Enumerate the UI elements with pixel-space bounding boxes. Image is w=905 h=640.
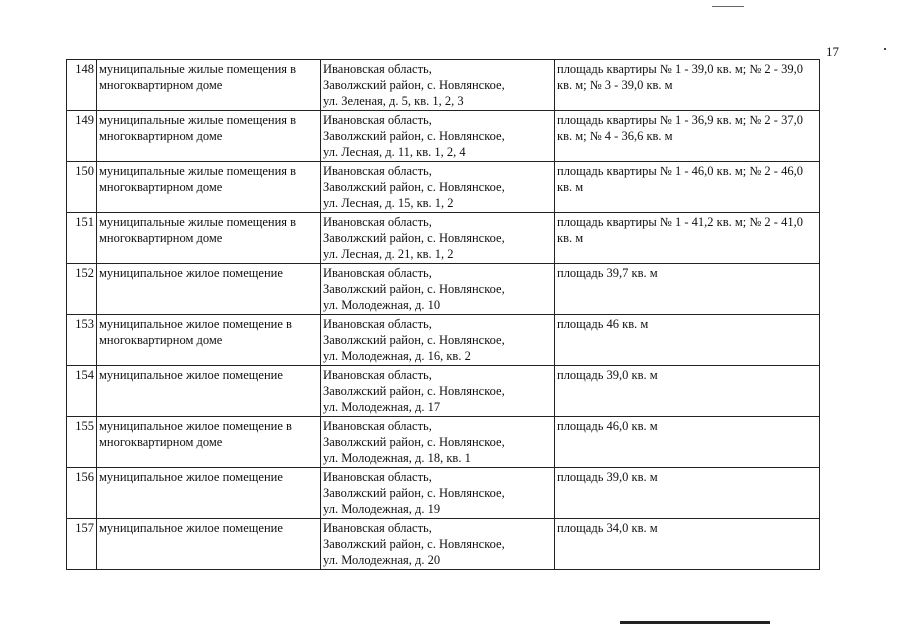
property-area: площадь квартиры № 1 - 39,0 кв. м; № 2 - 39,0 кв. м; № 3 - 39,0 кв. м bbox=[555, 60, 820, 111]
property-address: Ивановская область, Заволжский район, с. Новлянское, ул. Лесная, д. 11, кв. 1, 2, 4 bbox=[321, 111, 555, 162]
property-area: площадь 39,0 кв. м bbox=[555, 366, 820, 417]
property-address: Ивановская область, Заволжский район, с. Новлянское, ул. Молодежная, д. 17 bbox=[321, 366, 555, 417]
scan-mark-top bbox=[712, 6, 744, 7]
property-address: Ивановская область, Заволжский район, с. Новлянское, ул. Молодежная, д. 18, кв. 1 bbox=[321, 417, 555, 468]
table-row bbox=[67, 111, 820, 162]
row-number: 154 bbox=[67, 366, 97, 417]
property-name: муниципальные жилые помещения в многоквартирном доме bbox=[97, 60, 321, 111]
row-number: 156 bbox=[67, 468, 97, 519]
property-address: Ивановская область, Заволжский район, с. Новлянское, ул. Молодежная, д. 19 bbox=[321, 468, 555, 519]
property-area: площадь 39,0 кв. м bbox=[555, 468, 820, 519]
property-address: Ивановская область, Заволжский район, с. Новлянское, ул. Лесная, д. 21, кв. 1, 2 bbox=[321, 213, 555, 264]
row-number: 149 bbox=[67, 111, 97, 162]
scan-mark-edge bbox=[884, 48, 886, 50]
property-register-table bbox=[66, 59, 820, 570]
row-number: 153 bbox=[67, 315, 97, 366]
property-name: муниципальное жилое помещение bbox=[97, 366, 321, 417]
property-name: муниципальные жилые помещения в многоквартирном доме bbox=[97, 213, 321, 264]
table-row bbox=[67, 366, 820, 417]
property-address: Ивановская область, Заволжский район, с. Новлянское, ул. Молодежная, д. 20 bbox=[321, 519, 555, 570]
property-name: муниципальные жилые помещения в многоквартирном доме bbox=[97, 111, 321, 162]
property-name: муниципальное жилое помещение в многоквартирном доме bbox=[97, 417, 321, 468]
scan-mark-bottom bbox=[620, 621, 770, 624]
property-address: Ивановская область, Заволжский район, с. Новлянское, ул. Молодежная, д. 16, кв. 2 bbox=[321, 315, 555, 366]
property-name: муниципальные жилые помещения в многоквартирном доме bbox=[97, 162, 321, 213]
table-row bbox=[67, 315, 820, 366]
table-row bbox=[67, 60, 820, 111]
property-area: площадь 46,0 кв. м bbox=[555, 417, 820, 468]
property-name: муниципальное жилое помещение bbox=[97, 468, 321, 519]
property-area: площадь 46 кв. м bbox=[555, 315, 820, 366]
table-row bbox=[67, 468, 820, 519]
row-number: 148 bbox=[67, 60, 97, 111]
property-area: площадь 34,0 кв. м bbox=[555, 519, 820, 570]
property-name: муниципальное жилое помещение bbox=[97, 519, 321, 570]
row-number: 151 bbox=[67, 213, 97, 264]
property-address: Ивановская область, Заволжский район, с. Новлянское, ул. Лесная, д. 15, кв. 1, 2 bbox=[321, 162, 555, 213]
row-number: 150 bbox=[67, 162, 97, 213]
table-row bbox=[67, 519, 820, 570]
table-row bbox=[67, 417, 820, 468]
property-area: площадь 39,7 кв. м bbox=[555, 264, 820, 315]
table-row bbox=[67, 264, 820, 315]
property-area: площадь квартиры № 1 - 46,0 кв. м; № 2 - 46,0 кв. м bbox=[555, 162, 820, 213]
property-address: Ивановская область, Заволжский район, с. Новлянское, ул. Зеленая, д. 5, кв. 1, 2, 3 bbox=[321, 60, 555, 111]
table-row bbox=[67, 213, 820, 264]
page-number: 17 bbox=[826, 44, 839, 59]
property-address: Ивановская область, Заволжский район, с. Новлянское, ул. Молодежная, д. 10 bbox=[321, 264, 555, 315]
property-name: муниципальное жилое помещение в многоквартирном доме bbox=[97, 315, 321, 366]
row-number: 155 bbox=[67, 417, 97, 468]
row-number: 152 bbox=[67, 264, 97, 315]
property-area: площадь квартиры № 1 - 36,9 кв. м; № 2 - 37,0 кв. м; № 4 - 36,6 кв. м bbox=[555, 111, 820, 162]
table-row bbox=[67, 162, 820, 213]
property-area: площадь квартиры № 1 - 41,2 кв. м; № 2 - 41,0 кв. м bbox=[555, 213, 820, 264]
row-number: 157 bbox=[67, 519, 97, 570]
property-name: муниципальное жилое помещение bbox=[97, 264, 321, 315]
